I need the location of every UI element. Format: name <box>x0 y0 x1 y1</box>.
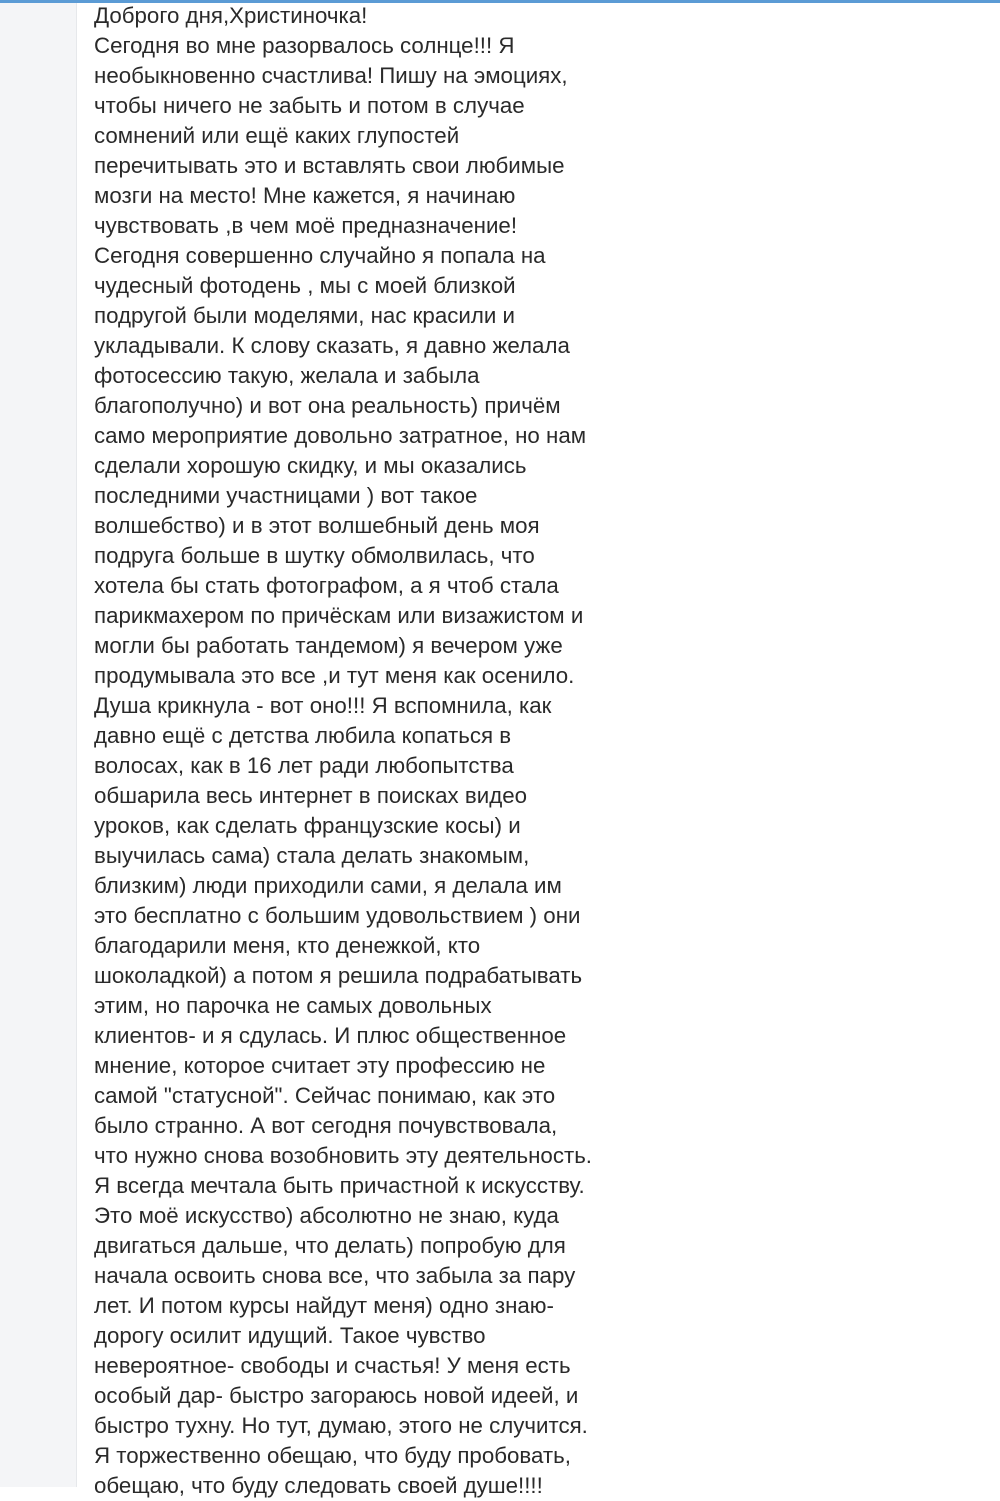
message-line: сделали хорошую скидку, и мы оказались <box>94 453 527 478</box>
message-line: необыкновенно счастлива! Пишу на эмоциях, <box>94 63 568 88</box>
message-line: что нужно снова возобновить эту деятельность. <box>94 1143 592 1168</box>
message-line: могли бы работать тандемом) я вечером уже <box>94 633 563 658</box>
message-line: чтобы ничего не забыть и потом в случае <box>94 93 525 118</box>
message-line: быстро тухну. Но тут, думаю, этого не случится. <box>94 1413 588 1438</box>
message-line: этим, но парочка не самых довольных <box>94 993 492 1018</box>
message-line: дорогу осилит идущий. Такое чувство <box>94 1323 486 1348</box>
message-line: выучилась сама) стала делать знакомым, <box>94 843 530 868</box>
message-line: продумывала это все ,и тут меня как осенило. <box>94 663 575 688</box>
message-line: фотосессию такую, желала и забыла <box>94 363 480 388</box>
message-line: последними участницами ) вот такое <box>94 483 478 508</box>
message-line: само мероприятие довольно затратное, но нам <box>94 423 587 448</box>
message-line: Сегодня во мне разорвалось солнце!!! Я <box>94 33 515 58</box>
message-line: Это моё искусство) абсолютно не знаю, куда <box>94 1203 559 1228</box>
message-line: подруга больше в шутку обмолвилась, что <box>94 543 535 568</box>
message-line: давно ещё с детства любила копаться в <box>94 723 512 748</box>
message-line: лет. И потом курсы найдут меня) одно знаю- <box>94 1293 554 1318</box>
message-line: укладывали. К слову сказать, я давно желала <box>94 333 570 358</box>
message-line: было странно. А вот сегодня почувствовала, <box>94 1113 558 1138</box>
message-line: волосах, как в 16 лет ради любопытства <box>94 753 514 778</box>
message-line: Я торжественно обещаю, что буду пробовать, <box>94 1443 571 1468</box>
message-line: двигаться дальше, что делать) попробую для <box>94 1233 566 1258</box>
left-gutter <box>0 3 76 1487</box>
message-line: чувствовать ,в чем моё предназначение! <box>94 213 518 238</box>
message-line: Сегодня совершенно случайно я попала на <box>94 243 546 268</box>
message-line: Доброго дня,Христиночка! <box>94 3 368 28</box>
message-line: парикмахером по причёскам или визажистом и <box>94 603 584 628</box>
message-line: перечитывать это и вставлять свои любимые <box>94 153 565 178</box>
message-line: мнение, которое считает эту профессию не <box>94 1053 546 1078</box>
message-line: начала освоить снова все, что забыла за пару <box>94 1263 576 1288</box>
message-line: Душа крикнула - вот оно!!! Я вспомнила, как <box>94 693 552 718</box>
message-line: благодарили меня, кто денежкой, кто <box>94 933 481 958</box>
message-line: шоколадкой) а потом я решила подрабатывать <box>94 963 583 988</box>
message-line: клиентов- и я сдулась. И плюс общественное <box>94 1023 567 1048</box>
message-line: благополучно) и вот она реальность) причём <box>94 393 561 418</box>
message-line: хотела бы стать фотографом, а я чтоб стала <box>94 573 559 598</box>
message-body <box>94 1 614 1501</box>
message-line: подругой были моделями, нас красили и <box>94 303 515 328</box>
message-line: Я всегда мечтала быть причастной к искусству. <box>94 1173 585 1198</box>
message-line: самой "статусной". Сейчас понимаю, как это <box>94 1083 556 1108</box>
message-line: особый дар- быстро загораюсь новой идеей, и <box>94 1383 579 1408</box>
message-line: чудесный фотодень , мы с моей близкой <box>94 273 516 298</box>
message-line: сомнений или ещё каких глупостей <box>94 123 460 148</box>
message-line: обещаю, что буду следовать своей душе!!!! <box>94 1473 543 1498</box>
message-line: это бесплатно с большим удовольствием ) они <box>94 903 581 928</box>
message-line: волшебство) и в этот волшебный день моя <box>94 513 540 538</box>
message-line: невероятное- свободы и счастья! У меня есть <box>94 1353 571 1378</box>
message-line: мозги на место! Мне кажется, я начинаю <box>94 183 516 208</box>
gutter-divider <box>76 3 77 1487</box>
message-line: уроков, как сделать французские косы) и <box>94 813 521 838</box>
message-line: обшарила весь интернет в поисках видео <box>94 783 528 808</box>
message-line: близким) люди приходили сами, я делала им <box>94 873 562 898</box>
